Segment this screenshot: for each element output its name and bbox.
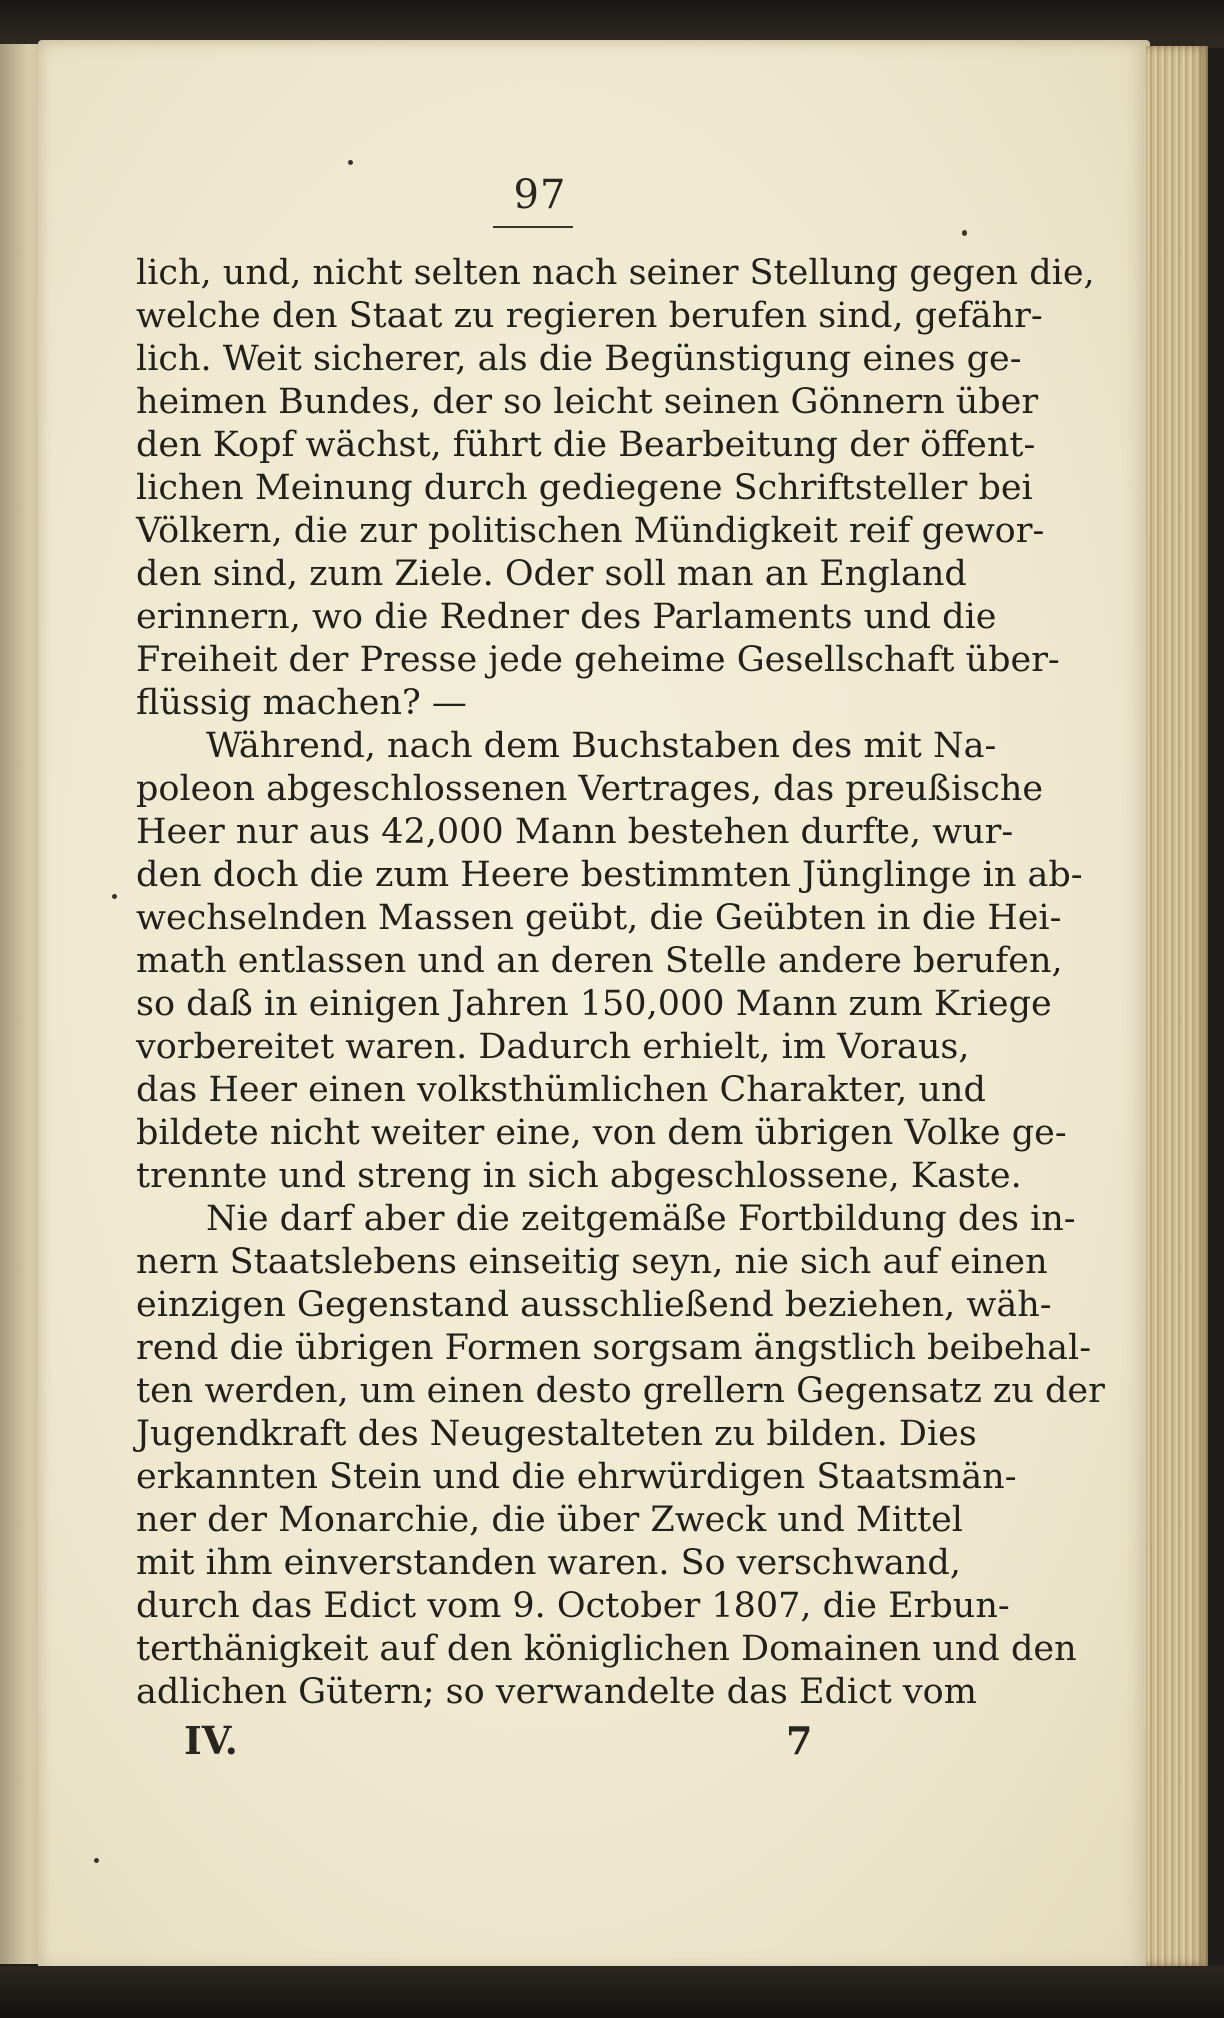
paragraph-start-line: Nie darf aber die zeitgemäße Fortbildung des in- bbox=[206, 1199, 1076, 1239]
page-number-rule bbox=[493, 226, 573, 228]
text-line: lich, und, nicht selten nach seiner Stellung gegen die, bbox=[136, 253, 1095, 293]
text-line: heimen Bundes, der so leicht seinen Gönnern über bbox=[136, 382, 1039, 422]
text-line: ten werden, um einen desto grellern Gegensatz zu der bbox=[136, 1371, 1105, 1411]
text-line: lichen Meinung durch gediegene Schriftsteller bei bbox=[136, 468, 1033, 508]
page-number: 97 bbox=[513, 172, 567, 218]
scan-bottom-shadow bbox=[0, 1966, 1224, 2018]
text-line: terthänigkeit auf den königlichen Domainen und den bbox=[136, 1629, 1077, 1669]
text-line: wechselnden Massen geübt, die Geübten in die Hei- bbox=[136, 898, 1062, 938]
text-line: mit ihm einverstanden waren. So verschwand, bbox=[136, 1543, 961, 1583]
text-line: den doch die zum Heere bestimmten Jünglinge in ab- bbox=[136, 855, 1083, 895]
ink-speck bbox=[348, 160, 353, 165]
text-line: erinnern, wo die Redner des Parlaments und die bbox=[136, 597, 997, 637]
text-line: Völkern, die zur politischen Mündigkeit reif gewor- bbox=[136, 511, 1045, 551]
text-line: einzigen Gegenstand ausschließend beziehen, wäh- bbox=[136, 1285, 1052, 1325]
text-line: poleon abgeschlossenen Vertrages, das preußische bbox=[136, 769, 1044, 809]
text-line: durch das Edict vom 9. October 1807, die Erbun- bbox=[136, 1586, 1010, 1626]
text-line: den Kopf wächst, führt die Bearbeitung der öffent- bbox=[136, 425, 1036, 465]
text-line: adlichen Gütern; so verwandelte das Edict vom bbox=[136, 1672, 977, 1712]
text-line: bildete nicht weiter eine, von dem übrigen Volke ge- bbox=[136, 1113, 1067, 1153]
text-line: trennte und streng in sich abgeschlossene, Kaste. bbox=[136, 1156, 1022, 1196]
text-line: lich. Weit sicherer, als die Begünstigung eines ge- bbox=[136, 339, 1022, 379]
text-line: nern Staatslebens einseitig seyn, nie sich auf einen bbox=[136, 1242, 1048, 1282]
text-line: erkannten Stein und die ehrwürdigen Staatsmän- bbox=[136, 1457, 1017, 1497]
text-line: so daß in einigen Jahren 150,000 Mann zum Kriege bbox=[136, 984, 1052, 1024]
text-line: flüssig machen? — bbox=[136, 683, 467, 723]
text-line: Jugendkraft des Neugestalteten zu bilden. Dies bbox=[136, 1414, 977, 1454]
body-text bbox=[136, 252, 1105, 1714]
text-line: rend die übrigen Formen sorgsam ängstlich beibehal- bbox=[136, 1328, 1092, 1368]
ink-speck bbox=[962, 230, 967, 236]
text-line: vorbereitet waren. Dadurch erhielt, im Voraus, bbox=[136, 1027, 970, 1067]
gathering-number: 7 bbox=[786, 1718, 813, 1763]
text-line: ner der Monarchie, die über Zweck und Mittel bbox=[136, 1500, 963, 1540]
page-stack-edge bbox=[1146, 46, 1208, 1966]
paragraph-start-line: Während, nach dem Buchstaben des mit Na- bbox=[206, 726, 997, 766]
text-line: welche den Staat zu regieren berufen sind, gefähr- bbox=[136, 296, 1043, 336]
ink-speck bbox=[112, 894, 117, 899]
text-line: Heer nur aus 42,000 Mann bestehen durfte, wur- bbox=[136, 812, 1014, 852]
text-line: das Heer einen volksthümlichen Charakter, und bbox=[136, 1070, 986, 1110]
text-line: math entlassen und an deren Stelle andere berufen, bbox=[136, 941, 1063, 981]
ink-speck bbox=[94, 1858, 99, 1863]
signature-mark: IV. bbox=[184, 1718, 238, 1763]
text-line: den sind, zum Ziele. Oder soll man an England bbox=[136, 554, 967, 594]
text-line: Freiheit der Presse jede geheime Gesellschaft über- bbox=[136, 640, 1060, 680]
